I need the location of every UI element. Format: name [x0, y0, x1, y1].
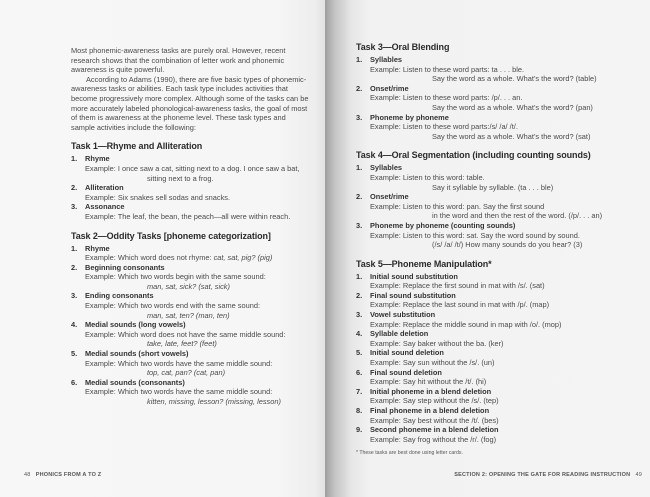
- item-example: Example: Which word does not have the same middle sound:: [85, 329, 286, 339]
- item-example-continued: sitting next to a frog.: [147, 173, 214, 183]
- item-number: 5.: [71, 349, 78, 359]
- right-page: [325, 0, 650, 497]
- item-example: Example: Listen to these word parts:/s/ /a/ /t/.: [370, 122, 518, 132]
- item-example: Example: Six snakes sell sodas and snacks.: [85, 192, 231, 202]
- item-example: Example: Listen to these word parts: ta . . . ble.: [370, 64, 525, 74]
- item-title: Onset/rime: [370, 83, 409, 93]
- item-example: Example: Which two words begin with the same sound:: [85, 272, 266, 282]
- list-item: [356, 329, 616, 348]
- item-example-text: Example: Which word does not rhyme:: [85, 253, 212, 263]
- running-title: SECTION 2: OPENING THE GATE FOR READING INSTRUCTION: [454, 472, 631, 478]
- right-page-body: [356, 42, 616, 459]
- list-item: [356, 348, 616, 367]
- item-title: Alliteration: [85, 183, 124, 193]
- running-title: PHONICS FROM A TO Z: [35, 472, 102, 478]
- item-number: 8.: [356, 406, 363, 415]
- item-number: 9.: [356, 425, 363, 435]
- list-item: [356, 163, 616, 192]
- item-example-continued: (/s/ /a/ /t/) How many sounds do you hear? (3): [432, 240, 583, 250]
- item-title: Syllable deletion: [370, 329, 429, 339]
- item-example: Example: Say hit without the /t/. (hi): [370, 377, 487, 387]
- item-number: 2.: [356, 290, 363, 300]
- item-example: Example: Listen to these word parts: /p/. . . an.: [370, 93, 523, 103]
- item-number: 3.: [356, 220, 363, 230]
- list-item: [356, 84, 616, 113]
- task3-heading: Task 3—Oral Blending: [356, 42, 450, 52]
- item-number: 4.: [356, 329, 363, 339]
- item-title: Syllables: [370, 55, 403, 64]
- intro-paragraph-2: According to Adams (1990), there are five basic types of phonemic-awareness tasks or abilities. Each task type includes activities that become progressively more complex. Although some of the tasks can be more accurately labeled phonological-awareness tasks, the goal of most of them is awareness at the phoneme level. These task types and sample activities include the following:: [71, 74, 309, 132]
- item-example-continued: in the word and then the rest of the word. (/p/. . . an): [432, 211, 603, 221]
- item-number: 7.: [356, 386, 363, 396]
- item-title: Phoneme by phoneme: [370, 112, 449, 122]
- item-title: Assonance: [85, 202, 125, 212]
- item-example: [85, 253, 311, 263]
- item-title: Final sound deletion: [370, 367, 442, 377]
- item-number: 1.: [356, 55, 363, 64]
- item-example: Example: Listen to this word: table.: [370, 172, 485, 182]
- list-item: [356, 192, 616, 221]
- item-example: Example: Which two words have the same middle sound:: [85, 358, 273, 368]
- item-title: Phoneme by phoneme (counting sounds): [370, 220, 516, 230]
- item-number: 2.: [356, 83, 363, 93]
- list-item: [356, 425, 616, 444]
- item-example-continued: Say the word as a whole. What’s the word? (table): [432, 74, 597, 84]
- item-title: Medial sounds (short vowels): [85, 349, 189, 359]
- list-item: [356, 406, 616, 425]
- item-title: Second phoneme in a blend deletion: [370, 425, 499, 435]
- item-example: Example: Listen to this word: sat. Say the word sound by sound.: [370, 230, 580, 240]
- list-item: [71, 183, 311, 202]
- item-number: 1.: [356, 271, 363, 281]
- item-example: Example: Which two words have the same middle sound:: [85, 387, 273, 397]
- item-example: Example: Say best without the /t/. (bes): [370, 415, 499, 425]
- item-example: Example: Replace the first sound in mat with /s/. (sat): [370, 281, 545, 291]
- item-example: Example: I once saw a cat, sitting next to a dog. I once saw a bat,: [85, 163, 300, 173]
- item-number: 3.: [356, 112, 363, 122]
- item-example-continued: Say the word as a whole. What’s the word? (pan): [432, 102, 593, 112]
- list-item: [71, 244, 311, 263]
- item-title: Medial sounds (long vowels): [85, 320, 186, 330]
- page-number: 48: [24, 472, 31, 478]
- task2-heading: Task 2—Oddity Tasks [phoneme categorization]: [71, 230, 271, 241]
- item-number: 3.: [356, 310, 363, 320]
- item-title: Rhyme: [85, 154, 110, 164]
- item-example-continued: kitten, missing, lesson? (missing, lesson): [147, 397, 281, 406]
- item-number: 2.: [71, 183, 78, 193]
- item-title: Beginning consonants: [85, 262, 165, 272]
- item-title: Final sound substitution: [370, 290, 456, 300]
- task1-heading: Task 1—Rhyme and Alliteration: [71, 141, 203, 152]
- item-example-continued: top, cat, pan? (cat, pan): [147, 368, 226, 378]
- item-example-answer: cat, sat, pig? (pig): [213, 253, 273, 263]
- item-number: 5.: [356, 348, 363, 358]
- item-example-continued: man, sat, sick? (sat, sick): [147, 281, 230, 291]
- footnote: * These tasks are best done using letter cards.: [356, 450, 463, 457]
- item-number: 6.: [356, 367, 363, 377]
- list-item: [71, 349, 311, 378]
- list-item: [71, 378, 311, 407]
- list-item: [71, 263, 311, 292]
- left-page-footer: [24, 472, 101, 478]
- list-item: [356, 55, 616, 84]
- item-example: Example: Listen to this word: pan. Say the first sound: [370, 201, 545, 211]
- item-title: Onset/rime: [370, 192, 409, 202]
- right-page-footer: [454, 472, 642, 478]
- item-number: 2.: [71, 262, 78, 272]
- task5-heading: Task 5—Phoneme Manipulation*: [356, 258, 492, 269]
- item-number: 1.: [71, 154, 78, 164]
- item-title: Rhyme: [85, 243, 110, 253]
- item-title: Initial sound substitution: [370, 271, 458, 281]
- list-item: [71, 291, 311, 320]
- list-item: [356, 221, 616, 250]
- list-item: [71, 202, 311, 221]
- item-title: Syllables: [370, 163, 403, 173]
- item-example: Example: Replace the last sound in mat with /p/. (map): [370, 300, 550, 310]
- item-example: Example: Replace the middle sound in map with /o/. (mop): [370, 319, 562, 329]
- item-example: Example: Say sun without the /s/. (un): [370, 358, 495, 368]
- list-item: [356, 387, 616, 406]
- left-page-body: [71, 46, 311, 407]
- item-number: 3.: [71, 291, 78, 301]
- task4-heading: Task 4—Oral Segmentation (including counting sounds): [356, 150, 591, 161]
- intro-paragraph-1: Most phonemic-awareness tasks are purely oral. However, recent research shows that the combination of letter work and phonemic awareness is quite powerful.: [71, 46, 286, 75]
- item-number: 1.: [71, 243, 78, 253]
- item-title: Initial sound deletion: [370, 348, 444, 358]
- item-title: Medial sounds (consonants): [85, 377, 185, 387]
- item-example: Example: The leaf, the bean, the peach—all were within reach.: [85, 211, 291, 221]
- item-example-continued: take, late, feet? (feet): [147, 339, 217, 349]
- item-number: 2.: [356, 192, 363, 202]
- item-example: Example: Say frog without the /r/. (fog): [370, 434, 497, 444]
- list-item: [356, 291, 616, 310]
- item-example: Example: Which two words end with the same sound:: [85, 301, 260, 311]
- item-title: Initial phoneme in a blend deletion: [370, 386, 492, 396]
- item-number: 4.: [71, 320, 78, 330]
- item-example-continued: Say the word as a whole. What’s the word? (sat): [432, 131, 591, 141]
- item-example-continued: man, sat, ten? (man, ten): [147, 310, 230, 320]
- list-item: [71, 320, 311, 349]
- page-number: 49: [635, 472, 642, 478]
- item-number: 3.: [71, 202, 78, 212]
- list-item: [71, 154, 311, 183]
- item-example: Example: Say baker without the ba. (ker): [370, 338, 504, 348]
- item-example: Example: Say step without the /s/. (tep): [370, 396, 499, 406]
- item-number: 1.: [356, 163, 363, 173]
- item-title: Vowel substitution: [370, 310, 436, 320]
- list-item: [356, 310, 616, 329]
- item-example-continued: Say it syllable by syllable. (ta . . . ble): [432, 182, 554, 192]
- list-item: [356, 368, 616, 387]
- list-item: [356, 113, 616, 142]
- item-title: Final phoneme in a blend deletion: [370, 406, 490, 415]
- item-number: 6.: [71, 377, 78, 387]
- list-item: [356, 272, 616, 291]
- item-title: Ending consonants: [85, 291, 154, 301]
